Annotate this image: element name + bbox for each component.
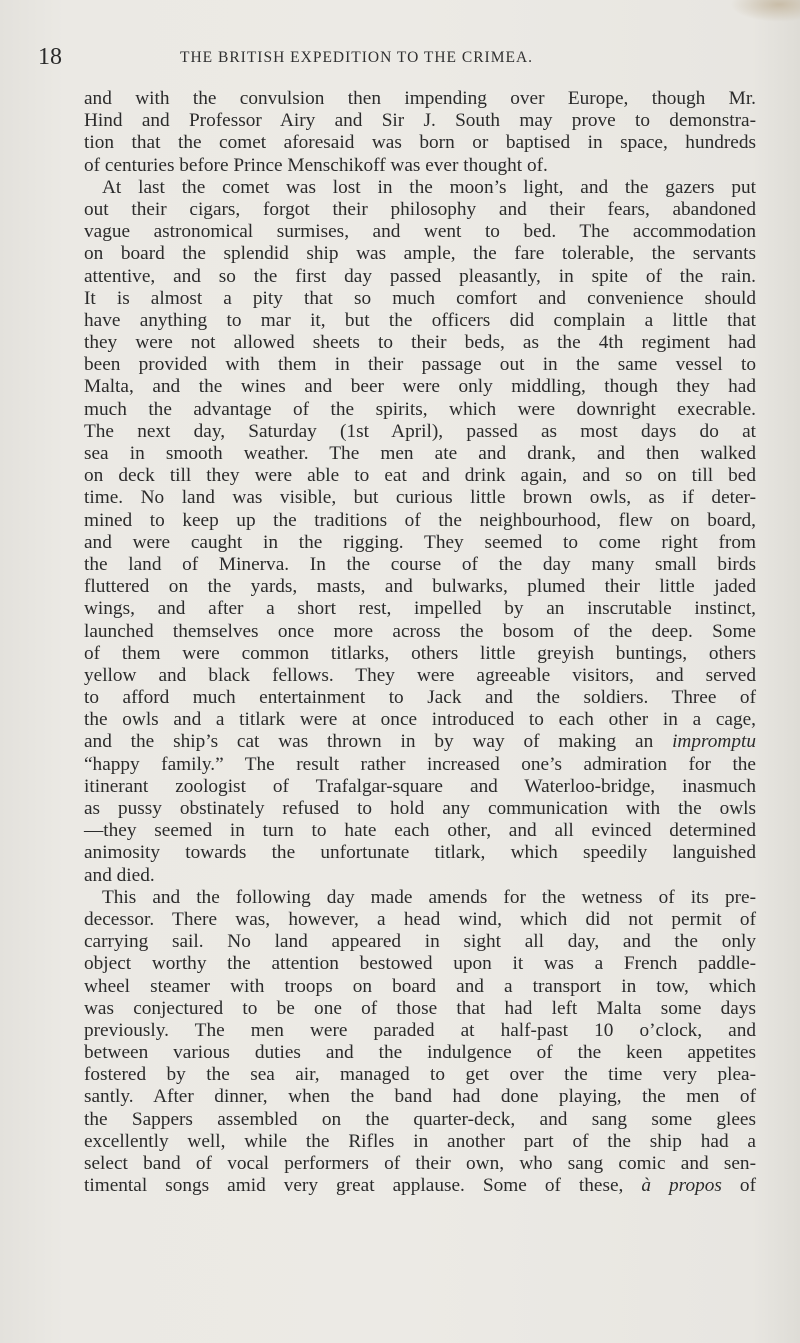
text-line xyxy=(84,310,756,332)
text-segment: time. No land was visible, but curious little brown owls, as if deter- xyxy=(84,487,756,509)
text-segment: —they seemed in turn to hate each other, and all evinced determined xyxy=(84,820,756,842)
text-line xyxy=(84,288,756,310)
text-line xyxy=(84,1153,756,1175)
text-line xyxy=(84,487,756,509)
text-segment: timental songs amid very great applause. Some of these, xyxy=(84,1175,642,1197)
text-line xyxy=(84,798,756,820)
text-line xyxy=(84,909,756,931)
text-line xyxy=(84,1020,756,1042)
text-line xyxy=(84,643,756,665)
text-segment: yellow and black fellows. They were agreeable visitors, and served xyxy=(84,664,756,686)
text-segment: they were not allowed sheets to their beds, as the 4th regiment had xyxy=(84,332,756,354)
text-segment: fluttered on the yards, masts, and bulwarks, plumed their little jaded xyxy=(84,576,756,598)
text-segment: have anything to mar it, but the officers did complain a little that xyxy=(84,309,756,331)
text-segment: been provided with them in their passage out in the same vessel to xyxy=(84,354,756,376)
text-line xyxy=(84,998,756,1020)
text-segment: wings, and after a short rest, impelled by an inscrutable instinct, xyxy=(84,598,756,620)
text-segment: mined to keep up the traditions of the neighbourhood, flew on board, xyxy=(84,509,756,531)
running-title: THE BRITISH EXPEDITION TO THE CRIMEA. xyxy=(180,49,534,66)
text-line xyxy=(84,820,756,842)
text-segment: It is almost a pity that so much comfort and convenience should xyxy=(84,287,756,309)
text-segment: much the advantage of the spirits, which were downright execrable. xyxy=(84,398,756,420)
text-segment: between various duties and the indulgence of the keen appetites xyxy=(84,1042,756,1064)
text-segment: select band of vocal performers of their own, who sang comic and sen- xyxy=(84,1153,756,1174)
text-line xyxy=(84,598,756,620)
text-line xyxy=(84,754,756,776)
text-line xyxy=(84,1175,756,1197)
text-segment: out their cigars, forgot their philosophy and their fears, abandoned xyxy=(84,198,756,220)
text-segment: Malta, and the wines and beer were only middling, though they had xyxy=(84,376,756,398)
text-segment: Hind and Professor Airy and Sir J. South may prove to demonstra- xyxy=(84,110,756,132)
text-segment: This and the following day made amends for the wetness of its pre- xyxy=(102,886,756,908)
text-segment: launched themselves once more across the bosom of the deep. Some xyxy=(84,620,756,642)
text-segment: the owls and a titlark were at once introduced to each other in a cage, xyxy=(84,709,756,731)
text-segment: attentive, and so the first day passed pleasantly, in spite of the rain. xyxy=(84,265,756,287)
text-line xyxy=(84,687,756,709)
text-segment: of them were common titlarks, others little greyish buntings, others xyxy=(84,642,756,664)
text-line xyxy=(84,842,756,864)
text-line xyxy=(84,731,756,753)
text-line xyxy=(84,421,756,443)
text-line xyxy=(84,1109,756,1131)
text-line xyxy=(84,931,756,953)
text-line xyxy=(84,132,756,154)
text-segment: of centuries before Prince Menschikoff was ever thought of. xyxy=(84,154,548,176)
text-line xyxy=(84,709,756,731)
italic-phrase: impromptu xyxy=(672,731,756,753)
text-segment: tion that the comet aforesaid was born or baptised in space, hundreds xyxy=(84,132,756,154)
text-line xyxy=(84,1131,756,1153)
text-line xyxy=(84,199,756,221)
text-line xyxy=(84,88,756,110)
text-line xyxy=(84,243,756,265)
text-segment: to afford much entertainment to Jack and the soldiers. Three of xyxy=(84,687,756,709)
text-segment: and with the convulsion then impending over Europe, though Mr. xyxy=(84,88,756,109)
text-line xyxy=(84,354,756,376)
text-line xyxy=(84,332,756,354)
page-stain xyxy=(730,0,800,22)
text-segment: At last the comet was lost in the moon’s light, and the gazers put xyxy=(102,176,756,198)
text-segment: as pussy obstinately refused to hold any communication with the owls xyxy=(84,798,756,819)
text-segment: The next day, Saturday (1st April), passed as most days do at xyxy=(84,420,756,442)
text-segment: itinerant zoologist of Trafalgar-square and Waterloo-bridge, inasmuch xyxy=(84,775,756,797)
text-line xyxy=(84,266,756,288)
text-line xyxy=(84,665,756,687)
text-segment: previously. The men were paraded at half-past 10 o’clock, and xyxy=(84,1019,756,1041)
italic-phrase: à propos xyxy=(641,1175,722,1197)
text-segment: wheel steamer with troops on board and a transport in tow, which xyxy=(84,975,756,997)
text-line xyxy=(84,110,756,132)
text-line xyxy=(84,465,756,487)
text-line xyxy=(84,221,756,243)
text-segment: santly. After dinner, when the band had done playing, the men of xyxy=(84,1086,756,1108)
text-line xyxy=(84,976,756,998)
text-segment: was conjectured to be one of those that had left Malta some days xyxy=(84,997,756,1019)
text-line xyxy=(84,399,756,421)
text-segment: on deck till they were able to eat and drink again, and so on till bed xyxy=(84,465,756,487)
text-line xyxy=(84,776,756,798)
text-segment: and died. xyxy=(84,864,155,886)
text-line xyxy=(84,576,756,598)
text-segment: the land of Minerva. In the course of the day many small birds xyxy=(84,553,756,575)
text-segment: decessor. There was, however, a head wind, which did not permit of xyxy=(84,908,756,930)
text-line xyxy=(84,376,756,398)
text-line xyxy=(84,443,756,465)
text-line xyxy=(84,532,756,554)
text-segment: and were caught in the rigging. They seemed to come right from xyxy=(84,531,756,553)
text-segment: sea in smooth weather. The men ate and drank, and then walked xyxy=(84,443,756,464)
text-line xyxy=(84,865,756,887)
page-number: 18 xyxy=(38,44,62,70)
text-line xyxy=(84,621,756,643)
text-segment: fostered by the sea air, managed to get over the time very plea- xyxy=(84,1064,756,1086)
text-line xyxy=(84,887,756,909)
text-line xyxy=(84,510,756,532)
text-segment: excellently well, while the Rifles in another part of the ship had a xyxy=(84,1130,756,1152)
text-segment: on board the splendid ship was ample, the fare tolerable, the servants xyxy=(84,243,756,265)
text-line xyxy=(84,1064,756,1086)
text-segment: carrying sail. No land appeared in sight all day, and the only xyxy=(84,931,756,953)
text-segment: animosity towards the unfortunate titlark, which speedily languished xyxy=(84,842,756,864)
text-line xyxy=(84,155,756,177)
text-line xyxy=(84,1086,756,1108)
text-line xyxy=(84,554,756,576)
text-segment: and the ship’s cat was thrown in by way of making an xyxy=(84,731,673,753)
text-line xyxy=(84,953,756,975)
text-segment: “happy family.” The result rather increased one’s admiration for the xyxy=(84,753,756,775)
text-segment: of xyxy=(721,1175,756,1197)
text-line xyxy=(84,1042,756,1064)
text-segment: vague astronomical surmises, and went to bed. The accommodation xyxy=(84,221,756,243)
text-segment: the Sappers assembled on the quarter-deck, and sang some glees xyxy=(84,1108,756,1130)
text-line xyxy=(84,177,756,199)
body-text xyxy=(84,88,756,1197)
text-segment: object worthy the attention bestowed upon it was a French paddle- xyxy=(84,953,756,975)
